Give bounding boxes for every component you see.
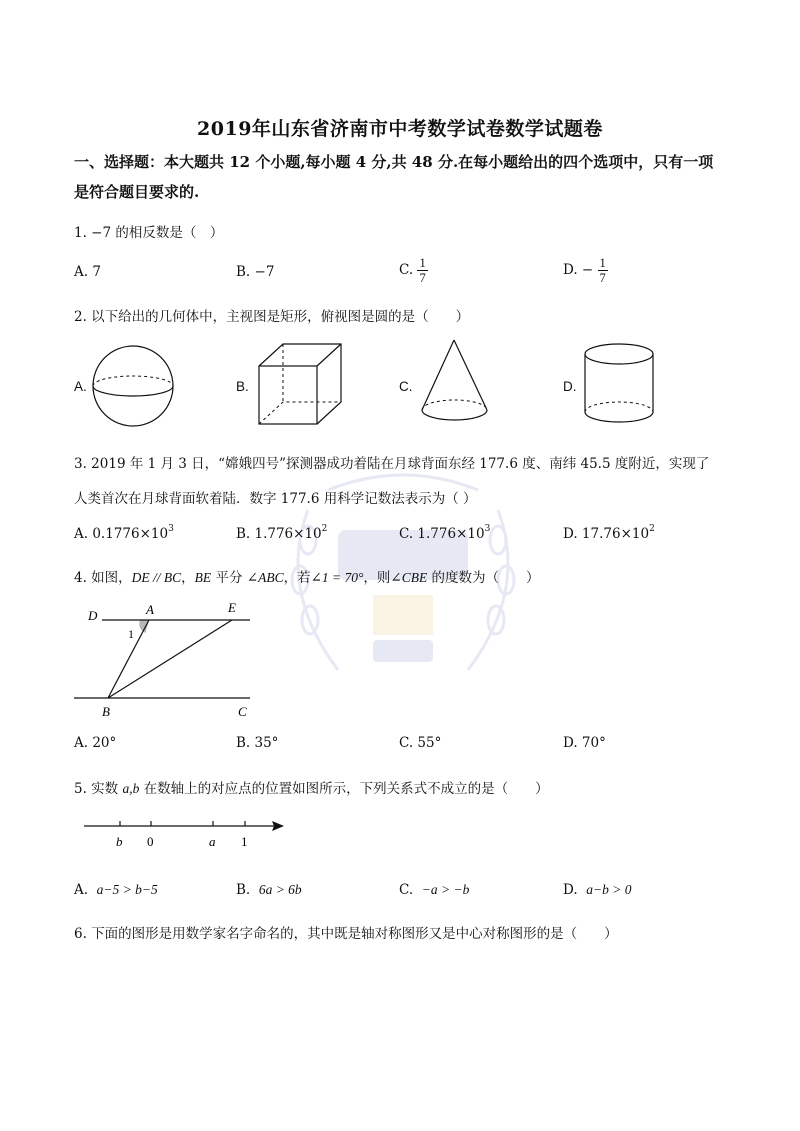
q5-option-d (563, 882, 631, 898)
q5-d-expr: a−b > 0 (586, 882, 632, 897)
q1-stem: 1. −7 的相反数是（ ） (74, 225, 224, 241)
q4-stem-mid4: ，则 (363, 570, 391, 586)
q6-stem: 6. 下面的图形是用数学家名字命名的，其中既是轴对称图形又是中心对称图形的是（ ） (74, 926, 618, 942)
q3-d-base: D. 17.76×10 (563, 526, 650, 542)
q1-option-d (563, 256, 608, 285)
q5-c-label: C. (399, 882, 414, 898)
cube-figure (256, 340, 346, 430)
q5-option-c (399, 882, 469, 898)
q2-option-a: A. (74, 379, 87, 394)
number-line-figure (80, 814, 290, 854)
q4-option-b: B. 35° (236, 735, 279, 751)
q3-stem-line2: 人类首次在月球背面软着陆．数字 177.6 用科学记数法表示为（ ） (74, 491, 477, 507)
q4-geometry-figure (74, 598, 264, 720)
q5-option-a (74, 882, 158, 898)
q4-math-angle1: ∠1 = 70° (310, 570, 364, 585)
q5-option-b (236, 882, 302, 898)
q4-option-c: C. 55° (399, 735, 442, 751)
q1-option-c-label: C. (399, 262, 414, 278)
q1-c-numerator: 1 (419, 256, 426, 270)
label-b: B (102, 704, 110, 719)
q3-stem-line1: 3. 2019 年 1 月 3 日，“嫦娥四号”探测器成功着陆在月球背面东经 177.6 度、南纬 45.5 度附近，实现了 (74, 456, 710, 472)
q4-option-d: D. 70° (563, 735, 606, 751)
q3-b-exponent: 2 (321, 524, 328, 534)
q4-stem-mid2: 平分 (211, 570, 247, 586)
q2-option-c: C. (399, 379, 413, 394)
q3-option-a (74, 526, 174, 542)
section-header-line2: 是符合题目要求的. (74, 183, 200, 201)
q3-option-b (236, 526, 327, 542)
q5-d-label: D. (563, 882, 578, 898)
axis-label-a: a (209, 834, 216, 849)
q4-stem-post: 的度数为（ ） (427, 570, 540, 586)
page-title: 2019年山东省济南市中考数学试卷数学试题卷 (197, 118, 603, 140)
q3-a-base: A. 0.1776×10 (74, 526, 169, 542)
q1-c-denominator: 7 (419, 271, 426, 285)
q2-option-b: B. (236, 379, 249, 394)
q3-d-exponent: 2 (649, 524, 655, 534)
q1-option-c (399, 256, 428, 285)
q5-b-label: B. (236, 882, 251, 898)
section-header-line1: 一、选择题：本大题共 12 个小题,每小题 4 分,共 48 分.在每小题给出的四个选项中，只有一项 (74, 153, 714, 171)
axis-label-zero: 0 (147, 834, 154, 849)
q1-option-b: B. −7 (236, 264, 275, 280)
q3-c-exponent: 3 (484, 524, 491, 534)
q5-stem-pre: 5. 实数 (74, 781, 123, 797)
q4-math-be: BE (194, 570, 212, 585)
q4-stem-mid3: ，若 (283, 570, 311, 586)
cone-figure (418, 336, 492, 428)
q3-option-d (563, 526, 655, 542)
q1-option-c-fraction (417, 256, 427, 285)
label-angle-1: 1 (128, 627, 134, 641)
q4-math-parallel: DE // BC (131, 570, 182, 585)
label-c: C (238, 704, 247, 719)
label-a: A (146, 602, 154, 617)
q5-b-expr: 6a > 6b (258, 882, 302, 897)
q1-option-d-fraction (598, 256, 608, 285)
sphere-figure (90, 340, 176, 432)
q4-stem (74, 566, 540, 586)
q4-option-a: A. 20° (74, 735, 117, 751)
q1-option-d-label: D. − (563, 262, 594, 278)
q5-stem-post: 在数轴上的对应点的位置如图所示，下列关系式不成立的是（ ） (139, 781, 549, 797)
q3-c-base: C. 1.776×10 (399, 526, 485, 542)
q5-math-ab: a,b (122, 781, 140, 796)
q1-option-a: A. 7 (74, 264, 101, 280)
q4-math-angle-cbe: ∠CBE (390, 570, 428, 585)
q2-option-d: D. (563, 379, 577, 394)
q1-d-numerator: 1 (599, 256, 606, 270)
axis-label-one: 1 (241, 834, 248, 849)
q4-stem-pre: 4. 如图， (74, 570, 132, 586)
cylinder-figure (582, 340, 658, 430)
axis-label-b: b (116, 834, 123, 849)
q5-a-expr: a−5 > b−5 (96, 882, 158, 897)
q2-stem: 2. 以下给出的几何体中，主视图是矩形，俯视图是圆的是（ ） (74, 309, 470, 325)
q1-d-denominator: 7 (599, 271, 606, 285)
label-d: D (88, 608, 98, 623)
q3-option-c (399, 526, 490, 542)
label-e: E (228, 600, 236, 615)
segment-be (108, 620, 232, 698)
q3-a-exponent: 3 (168, 524, 174, 534)
q5-c-expr: −a > −b (421, 882, 470, 897)
q3-b-base: B. 1.776×10 (236, 526, 322, 542)
q4-stem-mid1: ， (181, 570, 195, 586)
q5-a-label: A. (74, 882, 89, 898)
q4-math-angle-abc: ∠ABC (246, 570, 284, 585)
q5-stem (74, 777, 549, 797)
